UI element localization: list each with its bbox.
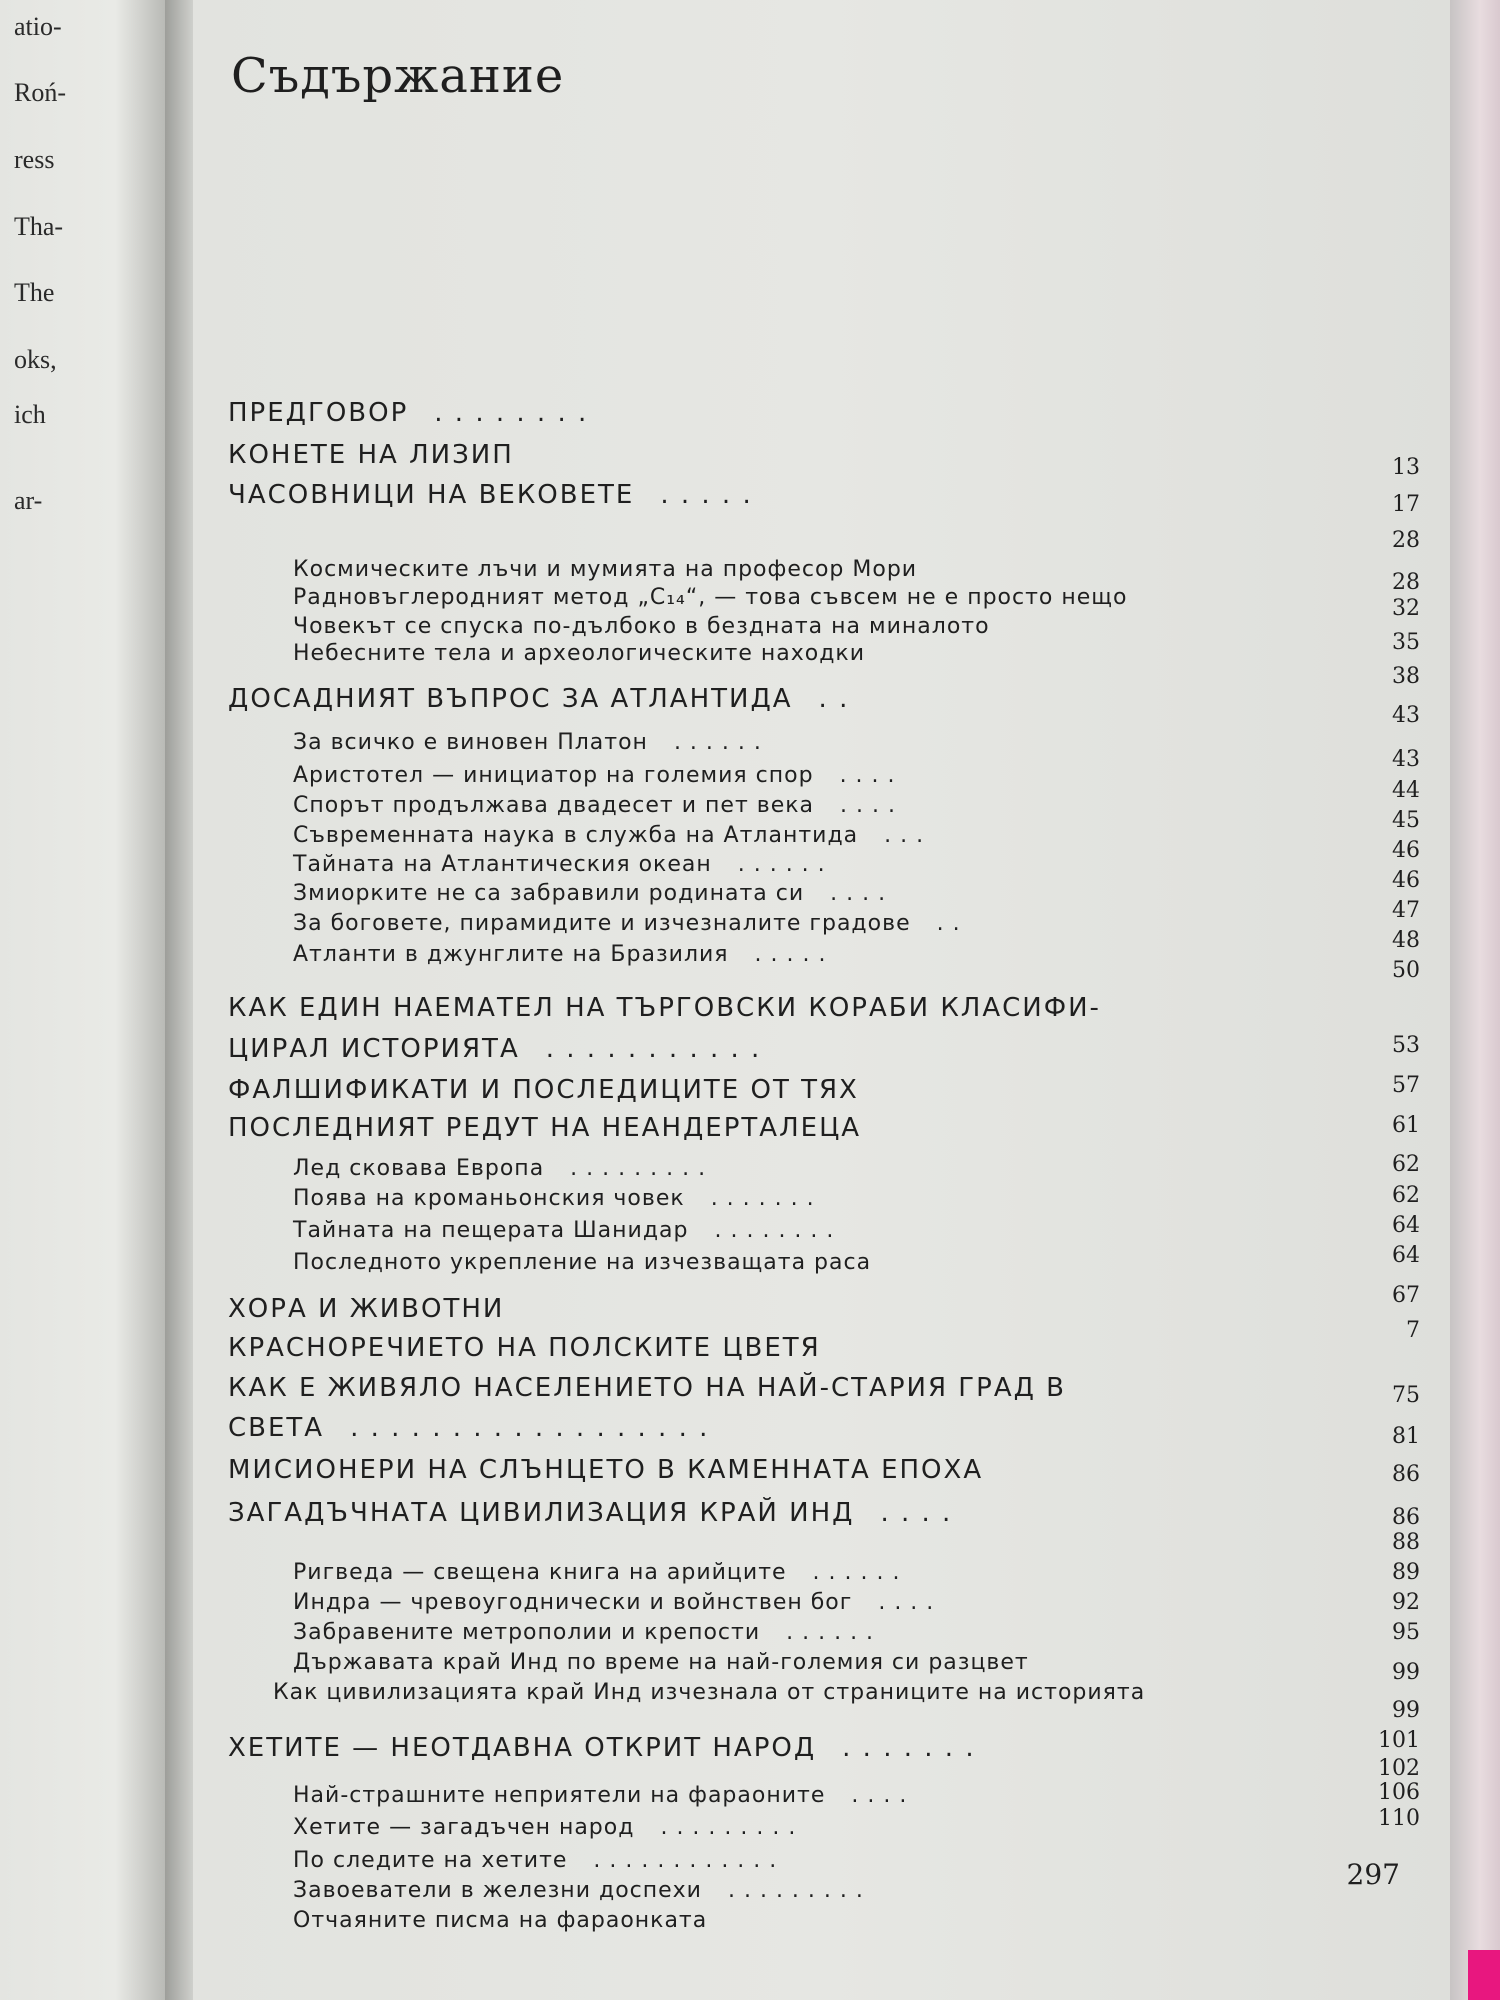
- toc-entry-title: Държавата край Инд по време на най-големия си разцвет: [293, 1650, 1029, 1675]
- toc-entry-title: ХОРА И ЖИВОТНИ: [228, 1294, 505, 1324]
- toc-chapter: [228, 1333, 821, 1363]
- toc-section: [293, 763, 896, 788]
- toc-entry-title: Небесните тела и археологическите находки: [293, 641, 866, 666]
- page-number: 89: [1392, 1560, 1420, 1585]
- toc-entry-title: За боговете, пирамидите и изчезналите градове: [293, 911, 911, 936]
- toc-leader-dots: . . . . .: [660, 480, 753, 510]
- toc-section: [293, 881, 886, 906]
- toc-entry-title: Индра — чревоугоднически и войнствен бог: [293, 1590, 853, 1615]
- toc-section: [293, 1783, 907, 1808]
- toc-entry-title: Тайната на пещерата Шанидар: [293, 1218, 689, 1243]
- page-number: 48: [1392, 928, 1420, 953]
- toc-section: [293, 823, 924, 848]
- page-number: 101: [1378, 1728, 1420, 1753]
- toc-entry-title: Поява на кроманьонския човек: [293, 1186, 685, 1211]
- left-page-fragment: Roń-: [14, 78, 66, 107]
- toc-leader-dots: . . . . . . . . .: [570, 1156, 707, 1181]
- folio-number: 297: [1346, 1858, 1400, 1891]
- page-number: 44: [1392, 778, 1420, 803]
- toc-leader-dots: . . . .: [830, 881, 887, 906]
- page-edge: [1450, 0, 1500, 2000]
- toc-entry-title: Завоеватели в железни доспехи: [293, 1878, 702, 1903]
- toc-chapter: [228, 1413, 709, 1443]
- page-number: 13: [1392, 455, 1420, 480]
- toc-entry-title: КАК ЕДИН НАЕМАТЕЛ НА ТЪРГОВСКИ КОРАБИ КЛАСИФИ-: [228, 993, 1101, 1023]
- toc-chapter: [228, 1498, 952, 1528]
- book-gutter: [165, 0, 193, 2000]
- toc-entry-title: Аристотел — инициатор на големия спор: [293, 763, 814, 788]
- toc-entry-title: Съвременната наука в служба на Атлантида: [293, 823, 859, 848]
- toc-entry-title: Ригведа — свещена книга на арийците: [293, 1560, 787, 1585]
- toc-section: [273, 1680, 1145, 1705]
- page-number: 46: [1392, 838, 1420, 863]
- toc-entry-title: Лед сковава Европа: [293, 1156, 545, 1181]
- page-number: 110: [1378, 1806, 1420, 1831]
- toc-entry-title: ФАЛШИФИКАТИ И ПОСЛЕДИЦИТЕ ОТ ТЯХ: [228, 1075, 859, 1105]
- toc-entry-title: Тайната на Атлантическия океан: [293, 852, 712, 877]
- toc-section: [293, 1560, 900, 1585]
- page-number: 106: [1378, 1780, 1420, 1805]
- toc-entry-title: Отчаяните писма на фараонката: [293, 1908, 708, 1933]
- toc-leader-dots: . . . . . . . . .: [727, 1878, 864, 1903]
- toc-leader-dots: . . . .: [878, 1590, 935, 1615]
- toc-section: [293, 1815, 796, 1840]
- page-number: 67: [1392, 1283, 1420, 1308]
- toc-section: [293, 1590, 934, 1615]
- pink-bookmark-tab: [1468, 1950, 1500, 2000]
- left-page-fragment: ress: [14, 145, 55, 174]
- toc-entry-title: Космическите лъчи и мумията на професор Мори: [293, 557, 918, 582]
- toc-chapter: [228, 993, 1101, 1023]
- page-number: 62: [1392, 1183, 1420, 1208]
- toc-entry-title: Как цивилизацията край Инд изчезнала от страниците на историята: [273, 1680, 1146, 1705]
- toc-chapter: [228, 684, 849, 714]
- toc-leader-dots: . . . . . . . .: [714, 1218, 835, 1243]
- toc-leader-dots: . . . . . . . . . . . .: [593, 1848, 778, 1873]
- toc-entry-title: КОНЕТЕ НА ЛИЗИП: [228, 440, 514, 470]
- toc-section: [293, 1848, 777, 1873]
- page-number: 50: [1392, 958, 1420, 983]
- left-page-fragment: The: [14, 278, 55, 307]
- toc-chapter: [228, 1113, 861, 1143]
- toc-entry-title: За всичко е виновен Платон: [293, 730, 648, 755]
- page-number: 99: [1392, 1660, 1420, 1685]
- toc-chapter: [228, 1373, 1066, 1403]
- toc-section: [293, 1250, 871, 1275]
- toc-entry-title: ПОСЛЕДНИЯТ РЕДУТ НА НЕАНДЕРТАЛЕЦА: [228, 1113, 862, 1143]
- toc-entry-title: Змиорките не са забравили родината си: [293, 881, 805, 906]
- page-number: 62: [1392, 1152, 1420, 1177]
- toc-chapter: [228, 1075, 859, 1105]
- toc-section: [293, 614, 990, 639]
- toc-section: [293, 1878, 864, 1903]
- toc-section: [293, 1156, 706, 1181]
- page-number: 81: [1392, 1424, 1420, 1449]
- toc-section: [293, 942, 827, 967]
- toc-leader-dots: . .: [936, 911, 961, 936]
- page-number: 64: [1392, 1243, 1420, 1268]
- toc-leader-dots: . . .: [884, 823, 925, 848]
- left-page: [0, 0, 165, 2000]
- page-number: 95: [1392, 1620, 1420, 1645]
- toc-leader-dots: . . . .: [840, 793, 896, 818]
- toc-leader-dots: . . . .: [851, 1783, 908, 1808]
- toc-entry-title: КРАСНОРЕЧИЕТО НА ПОЛСКИТЕ ЦВЕТЯ: [228, 1333, 821, 1363]
- toc-entry-title: Атланти в джунглите на Бразилия: [293, 942, 729, 967]
- left-page-fragment: atio-: [14, 12, 62, 41]
- page-title: Съдържание: [231, 48, 565, 104]
- toc-leader-dots: . . . . .: [754, 942, 827, 967]
- toc-leader-dots: . . . . . . . . . . . . . . . . . .: [350, 1413, 710, 1443]
- page-number: 61: [1392, 1113, 1420, 1138]
- toc-section: [293, 585, 1127, 610]
- toc-leader-dots: . . . . . .: [786, 1620, 875, 1645]
- toc-entry-title: МИСИОНЕРИ НА СЛЪНЦЕТО В КАМЕННАТА ЕПОХА: [228, 1455, 984, 1485]
- page-number: 35: [1392, 630, 1420, 655]
- page-number: 88: [1392, 1530, 1420, 1555]
- page-number: 92: [1392, 1590, 1420, 1615]
- page-number: 38: [1392, 664, 1420, 689]
- page-number: 28: [1392, 570, 1420, 595]
- page-number: 28: [1392, 528, 1420, 553]
- page-number: 43: [1392, 747, 1420, 772]
- page-number: 75: [1392, 1383, 1420, 1408]
- page-number: 102: [1378, 1756, 1420, 1781]
- page-number: 45: [1392, 808, 1420, 833]
- toc-section: [293, 557, 917, 582]
- toc-chapter: [228, 440, 514, 470]
- toc-section: [293, 730, 762, 755]
- page-number: 17: [1392, 492, 1420, 517]
- toc-section: [293, 1908, 707, 1933]
- page-number: 53: [1392, 1033, 1420, 1058]
- toc-entry-title: ПРЕДГОВОР: [228, 398, 409, 428]
- contents-page: [193, 0, 1450, 2000]
- toc-leader-dots: . . . . . . . .: [434, 398, 589, 428]
- toc-entry-title: ЗАГАДЪЧНАТА ЦИВИЛИЗАЦИЯ КРАЙ ИНД: [228, 1498, 855, 1528]
- toc-entry-title: ЦИРАЛ ИСТОРИЯТА: [228, 1034, 520, 1064]
- toc-entry-title: Най-страшните неприятели на фараоните: [293, 1783, 826, 1808]
- page-number: 47: [1392, 898, 1420, 923]
- toc-section: [293, 1620, 874, 1645]
- toc-chapter: [228, 1733, 976, 1763]
- toc-entry-title: Последното укрепление на изчезващата раса: [293, 1250, 872, 1275]
- toc-entry-title: Забравените метрополии и крепости: [293, 1620, 761, 1645]
- toc-section: [293, 911, 961, 936]
- toc-entry-title: Радновъглеродният метод „C₁₄“, — това съвсем не е просто нещо: [293, 585, 1128, 610]
- toc-leader-dots: . . . . . .: [812, 1560, 901, 1585]
- toc-chapter: [228, 1034, 761, 1064]
- toc-entry-title: ДОСАДНИЯТ ВЪПРОС ЗА АТЛАНТИДА: [228, 684, 793, 714]
- toc-section: [293, 641, 865, 666]
- page-number: 86: [1392, 1462, 1420, 1487]
- page-number: 7: [1406, 1318, 1420, 1343]
- left-page-fragment: ich: [14, 400, 46, 429]
- toc-entry-title: Хетите — загадъчен народ: [293, 1815, 635, 1840]
- toc-section: [293, 1186, 815, 1211]
- toc-entry-title: ХЕТИТЕ — НЕОТДАВНА ОТКРИТ НАРОД: [228, 1733, 817, 1763]
- toc-section: [293, 793, 896, 818]
- toc-chapter: [228, 1455, 983, 1485]
- toc-chapter: [228, 480, 753, 510]
- toc-chapter: [228, 1294, 504, 1324]
- left-page-fragment: ar-: [14, 486, 43, 515]
- page-number: 99: [1392, 1698, 1420, 1723]
- page-number: 57: [1392, 1073, 1420, 1098]
- toc-leader-dots: . . . .: [880, 1498, 953, 1528]
- page-number: 43: [1392, 703, 1420, 728]
- left-page-fragment: Tha-: [14, 212, 64, 241]
- toc-leader-dots: . . . . . . . . . . .: [545, 1034, 762, 1064]
- toc-leader-dots: . . . . . .: [673, 730, 762, 755]
- left-page-fragment: oks,: [14, 345, 57, 374]
- toc-entry-title: Човекът се спуска по-дълбоко в бездната на миналото: [293, 614, 990, 639]
- toc-section: [293, 1218, 834, 1243]
- toc-leader-dots: . . . . . . .: [710, 1186, 815, 1211]
- toc-chapter: [228, 398, 588, 428]
- toc-entry-title: Спорът продължава двадесет и пет века: [293, 793, 815, 818]
- page-number: 64: [1392, 1213, 1420, 1238]
- toc-entry-title: КАК Е ЖИВЯЛО НАСЕЛЕНИЕТО НА НАЙ-СТАРИЯ ГРАД В: [228, 1373, 1067, 1403]
- toc-leader-dots: . . . . . . .: [842, 1733, 976, 1763]
- toc-section: [293, 852, 826, 877]
- toc-leader-dots: . . . . . .: [737, 852, 826, 877]
- toc-leader-dots: . . . . . . . . .: [660, 1815, 797, 1840]
- toc-leader-dots: . . . .: [839, 763, 896, 788]
- toc-entry-title: По следите на хетите: [293, 1848, 568, 1873]
- toc-leader-dots: . .: [818, 684, 850, 714]
- page-number: 86: [1392, 1505, 1420, 1530]
- toc-section: [293, 1650, 1029, 1675]
- page-number: 32: [1392, 596, 1420, 621]
- page-number: 46: [1392, 868, 1420, 893]
- toc-entry-title: ЧАСОВНИЦИ НА ВЕКОВЕТЕ: [228, 480, 635, 510]
- toc-entry-title: СВЕТА: [228, 1413, 325, 1443]
